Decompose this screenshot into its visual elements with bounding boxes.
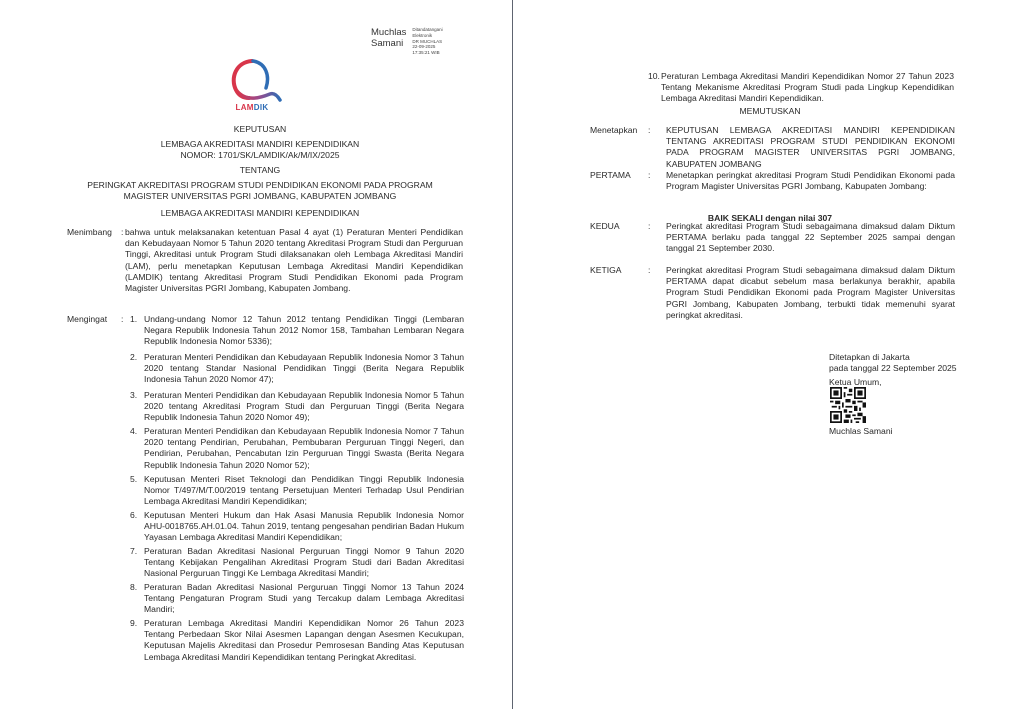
decree-title-line1: PERINGKAT AKREDITASI PROGRAM STUDI PENDIDIKAN EKONOMI PADA PROGRAM: [87, 180, 433, 190]
mengingat-item: [130, 352, 464, 386]
pertama-text: Menetapkan peringkat akreditasi Program Studi Pendidikan Ekonomi pada Program Magister Universitas PGRI Jombang, Kabupaten Jombang:: [666, 170, 955, 192]
decree-number: NOMOR: 1701/SK/LAMDIK/Ak/M/IX/2025: [180, 150, 340, 160]
esign-meta-line: Elektronik: [412, 32, 433, 38]
item-number: 5.: [130, 474, 138, 484]
item-text: Peraturan Menteri Pendidikan dan Kebudayaan Republik Indonesia Nomor 5 Tahun 2020 tentang Akreditasi Program Studi dan Perguruan Tinggi (Berita Negara Republik Indonesia Tahun 2020 Nomor 49);: [144, 390, 464, 423]
menimbang-colon: :: [121, 227, 124, 237]
section-ketiga: [590, 265, 955, 321]
kedua-label: KEDUA: [590, 221, 620, 231]
mengingat-item: [130, 474, 464, 508]
pertama-colon: :: [648, 170, 651, 180]
section-menetapkan: [590, 125, 955, 170]
ketiga-text: Peringkat akreditasi Program Studi sebagaimana dimaksud dalam Diktum PERTAMA dapat dicabut sebelum masa berlakunya berakhir, apabila Program Studi Pendidikan Ekonomi pada Program Magister Universitas PGRI Jombang, Kabupaten Jombang, terbukti tidak memenuhi syarat peringkat akreditasi.: [666, 265, 955, 320]
menimbang-text: bahwa untuk melaksanakan ketentuan Pasal 4 ayat (1) Peraturan Menteri Pendidikan dan Kebudayaan Nomor 5 Tahun 2020 tentang Akreditasi Program Studi dan Perguruan Tinggi, Akreditasi untuk Program Studi dilaksanakan oleh Lembaga Akreditasi Mandiri (LAM), perlu menetapkan Keputusan Lembaga Akreditasi Mandiri Kependidikan (LAMDIK) tentang Akreditasi Program Studi Pendidikan Ekonomi pada Program Magister Universitas PGRI Jombang, Kabupaten Jombang.: [125, 227, 463, 294]
item-number: 7.: [130, 546, 138, 556]
heading-lembaga: LEMBAGA AKREDITASI MANDIRI KEPENDIDIKAN: [160, 139, 360, 149]
signature-role: Ketua Umum,: [829, 377, 882, 387]
mengingat-item: [130, 510, 464, 544]
item-number: 2.: [130, 352, 138, 362]
lamdik-logo-text: [222, 103, 282, 112]
item-number: 9.: [130, 618, 138, 628]
electronic-signature-stamp: [371, 27, 443, 56]
heading-tentang: TENTANG: [239, 165, 281, 175]
item-number: 10.: [648, 71, 660, 81]
pertama-label: PERTAMA: [590, 170, 631, 180]
heading-keputusan: KEPUTUSAN: [233, 124, 287, 134]
menetapkan-label: Menetapkan: [590, 125, 638, 135]
decree-title: [40, 180, 480, 202]
ketiga-colon: :: [648, 265, 651, 275]
item-number: 6.: [130, 510, 138, 520]
menetapkan-colon: :: [648, 125, 651, 135]
heading-memutuskan: MEMUTUSKAN: [739, 106, 801, 116]
item-text: Peraturan Badan Akreditasi Nasional Perguruan Tinggi Nomor 13 Tahun 2024 Tentang Pengaturan Program Studi yang Tercakup dalam Lembaga Akreditasi Mandiri;: [144, 582, 464, 615]
esign-meta-line: DR MUCHLAS: [412, 38, 443, 44]
item-number: 3.: [130, 390, 138, 400]
item-text: Undang-undang Nomor 12 Tahun 2012 tentang Pendidikan Tinggi (Lembaran Negara Republik Indonesia Tahun 2012 Nomor 158, Tambahan Lembaran Negara Republik Indonesia Nomor 5336);: [144, 314, 464, 347]
lamdik-logo: [222, 58, 282, 116]
esign-name: [371, 27, 406, 49]
item-text: Keputusan Menteri Riset Teknologi dan Pendidikan Tinggi Republik Indonesia Nomor T/497/M/T.00/2019 tentang Persetujuan Menteri Terhadap Usul Pendirian Lembaga Akreditasi Mandiri Kependidikan;: [144, 474, 464, 507]
esign-meta-line: 22-09-2025: [412, 44, 436, 50]
signatory-name: Muchlas Samani: [829, 426, 893, 436]
signature-place: Ditetapkan di Jakarta: [829, 352, 910, 362]
signature-date: pada tanggal 22 September 2025: [829, 363, 957, 373]
mengingat-label: Mengingat: [67, 314, 108, 324]
item-text: Peraturan Menteri Pendidikan dan Kebudayaan Republik Indonesia Nomor 3 Tahun 2020 tentang Standar Nasional Pendidikan Tinggi (Berita Negara Republik Indonesia Tahun 2020 Nomor 47);: [144, 352, 464, 385]
kedua-text: Peringkat akreditasi Program Studi sebagaimana dimaksud dalam Diktum PERTAMA berlaku pada tanggal 22 September 2025 sampai dengan tanggal 21 September 2030.: [666, 221, 955, 254]
accreditation-result: BAIK SEKALI dengan nilai 307: [707, 213, 833, 223]
mengingat-item: [130, 618, 464, 663]
menetapkan-text: KEPUTUSAN LEMBAGA AKREDITASI MANDIRI KEPENDIDIKAN TENTANG AKREDITASI PROGRAM STUDI PENDIDIKAN EKONOMI PADA PROGRAM MAGISTER UNIVERSITAS PGRI JOMBANG, KABUPATEN JOMBANG: [666, 125, 955, 169]
logo-text-lam: LAM: [235, 103, 254, 112]
mengingat-item: [130, 582, 464, 616]
mengingat-item: [130, 546, 464, 580]
item-text: Keputusan Menteri Hukum dan Hak Asasi Manusia Republik Indonesia Nomor AHU-0018765.AH.01.04. Tahun 2019, tentang pengesahan pendirian Badan Hukum Yayasan Lembaga Akreditasi Mandiri Kependidikan;: [144, 510, 464, 543]
esign-name-line1: Muchlas: [371, 27, 407, 38]
mengingat-item: [130, 426, 464, 471]
item-text: Peraturan Lembaga Akreditasi Mandiri Kependidikan Nomor 27 Tahun 2023 Tentang Mekanisme Akreditasi Program Studi pada Lingkup Kependidikan Lembaga Akreditasi Mandiri Kependidikan.: [661, 71, 954, 104]
item-number: 8.: [130, 582, 138, 592]
esign-meta-line: Ditandatangani: [412, 27, 443, 32]
logo-text-dik: DIK: [253, 103, 269, 112]
menimbang-label: Menimbang: [67, 227, 112, 237]
item-text: Peraturan Badan Akreditasi Nasional Perguruan Tinggi Nomor 9 Tahun 2020 Tentang Kebijakan Pengalihan Akreditasi Program Studi dari Badan Akreditasi Nasional Perguruan Tinggi Ke Lembaga Akreditasi Mandiri;: [144, 546, 464, 579]
mengingat-item: [130, 314, 464, 348]
mengingat-item: [648, 71, 954, 105]
item-number: 4.: [130, 426, 138, 436]
mengingat-item: [130, 390, 464, 424]
section-pertama: [590, 170, 955, 192]
ketiga-label: KETIGA: [590, 265, 622, 275]
decree-title-line2: MAGISTER UNIVERSITAS PGRI JOMBANG, KABUPATEN JOMBANG: [123, 191, 397, 202]
esign-meta-line: 17:35:21 WIB: [412, 50, 440, 56]
item-text: Peraturan Lembaga Akreditasi Mandiri Kependidikan Nomor 26 Tahun 2023 Tentang Perbedaan Skor Nilai Asesmen Lapangan dengan Asesmen Kecukupan, Keputusan Majelis Akreditasi dan Prosedur Pemrosesan Banding Atas Keputusan Lembaga Akreditasi Mandiri Kependidikan tentang Peringkat Akreditasi.: [144, 618, 464, 662]
lamdik-q-icon: [222, 58, 282, 104]
item-text: Peraturan Menteri Pendidikan dan Kebudayaan Republik Indonesia Nomor 7 Tahun 2020 tentang Pendirian, Perubahan, Pembubaran Perguruan Tinggi Negeri, dan Pendirian, Perubahan, Pencabutan Izin Perguruan Tinggi Swasta (Berita Negara Republik Indonesia Tahun 2020 Nomor 52);: [144, 426, 464, 470]
section-kedua: [590, 221, 955, 255]
qr-code-icon: [830, 387, 866, 423]
section-menimbang: [67, 227, 463, 294]
mengingat-colon: :: [121, 314, 124, 324]
kedua-colon: :: [648, 221, 651, 231]
esign-meta: [412, 27, 442, 56]
heading-lembaga-issuer: LEMBAGA AKREDITASI MANDIRI KEPENDIDIKAN: [160, 208, 360, 218]
item-number: 1.: [130, 314, 138, 324]
esign-name-line2: Samani: [371, 38, 404, 49]
